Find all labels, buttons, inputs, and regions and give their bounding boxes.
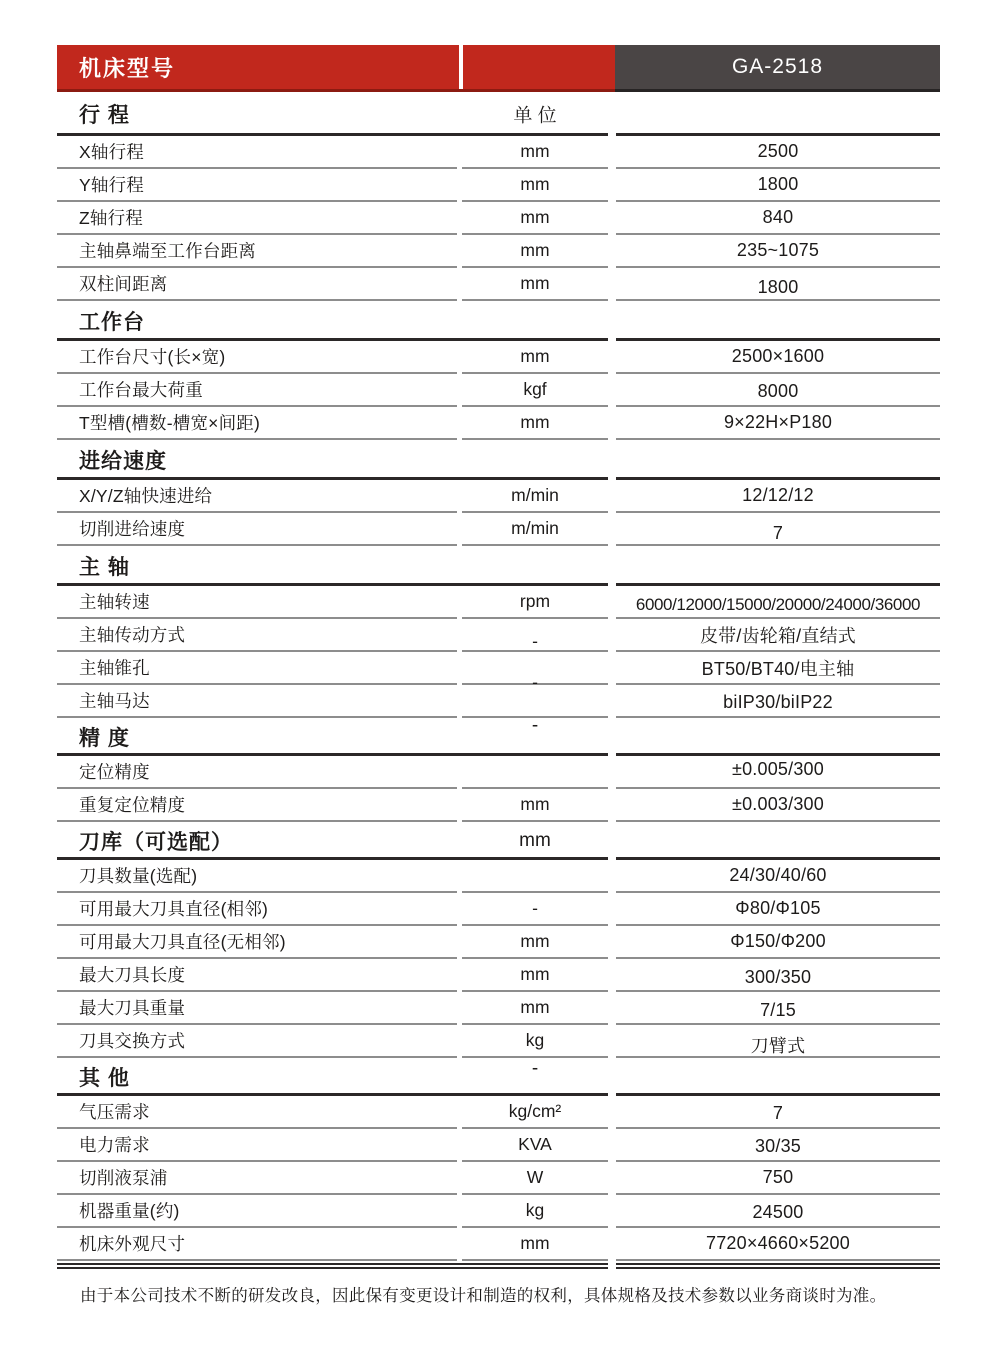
row-value: 2500×1600 xyxy=(731,346,825,366)
section-header xyxy=(57,440,940,480)
section-title: 刀库（可选配） xyxy=(79,831,233,854)
section-unit-label: - xyxy=(531,1058,539,1079)
row-label: 主轴转速 xyxy=(79,592,150,612)
spec-row xyxy=(57,860,940,893)
section-rule-right xyxy=(616,857,940,860)
row-label: T型槽(槽数-槽宽×间距) xyxy=(79,413,260,433)
row-label: 工作台尺寸(长×宽) xyxy=(79,347,226,367)
spec-row xyxy=(57,235,940,268)
spec-row xyxy=(57,1228,940,1261)
spec-row xyxy=(57,407,940,440)
row-label: 最大刀具重量 xyxy=(79,998,186,1018)
row-value: 235~1075 xyxy=(736,240,820,260)
row-label: Z轴行程 xyxy=(79,208,143,228)
row-value: 9×22H×P180 xyxy=(723,412,833,432)
row-value: 30/35 xyxy=(754,1136,802,1156)
row-value: 1800 xyxy=(757,277,799,297)
section-header xyxy=(57,92,940,136)
row-value: Φ80/Φ105 xyxy=(735,898,821,918)
row-label: X轴行程 xyxy=(79,142,144,162)
row-value: 7720×4660×5200 xyxy=(706,1233,850,1253)
row-unit: kgf xyxy=(523,379,547,399)
footer-note: 由于本公司技术不断的研发改良，因此保有变更设计和制造的权利，具体规格及技术参数以业务商谈时为准。 xyxy=(80,1287,887,1305)
row-value: 2500 xyxy=(757,141,799,161)
row-unit: mm xyxy=(520,1233,550,1253)
spec-row xyxy=(57,619,940,652)
spec-row xyxy=(57,789,940,822)
model-label-cell xyxy=(57,45,615,92)
row-unit: kg/cm² xyxy=(508,1101,562,1121)
section-title: 进给速度 xyxy=(79,450,167,473)
section-rule-right xyxy=(616,1093,940,1096)
section-rule-left xyxy=(57,338,608,341)
row-unit: mm xyxy=(520,240,550,260)
row-value: 8000 xyxy=(757,381,799,401)
spec-row xyxy=(57,1195,940,1228)
section-rule-right xyxy=(616,753,940,756)
spec-row xyxy=(57,169,940,202)
section-rule-left xyxy=(57,1093,608,1096)
spec-row xyxy=(57,341,940,374)
section-header xyxy=(57,822,940,860)
spec-row xyxy=(57,926,940,959)
sections-container xyxy=(57,92,940,1261)
row-value: 7/15 xyxy=(760,1000,796,1020)
row-unit: mm xyxy=(520,207,550,227)
spec-row xyxy=(57,1129,940,1162)
row-value: 刀臂式 xyxy=(750,1035,806,1056)
section-unit-label: 单 位 xyxy=(513,105,557,127)
section-unit-label: - xyxy=(531,715,539,736)
row-value: ±0.003/300 xyxy=(732,794,824,814)
row-label: 刀具交换方式 xyxy=(79,1031,186,1051)
row-value: 7 xyxy=(772,1103,784,1123)
row-label: 气压需求 xyxy=(79,1102,150,1122)
spec-table xyxy=(57,45,940,1306)
spec-row xyxy=(57,992,940,1025)
row-unit: mm xyxy=(520,174,550,194)
row-label: 工作台最大荷重 xyxy=(79,380,203,400)
row-value: 皮带/齿轮箱/直结式 xyxy=(699,625,856,646)
row-unit: mm xyxy=(520,412,550,432)
section-rule-right xyxy=(616,338,940,341)
spec-row xyxy=(57,136,940,169)
row-label: 最大刀具长度 xyxy=(79,965,186,985)
row-value: 750 xyxy=(762,1167,794,1187)
table-header-bar xyxy=(57,45,940,92)
row-value: 12/12/12 xyxy=(742,485,814,505)
row-label: X/Y/Z轴快速进给 xyxy=(79,486,213,506)
row-label: 重复定位精度 xyxy=(79,795,186,815)
row-value: biIP30/biIP22 xyxy=(723,692,833,712)
section-rule-right xyxy=(616,583,940,586)
spec-row xyxy=(57,202,940,235)
row-value: 300/350 xyxy=(744,967,812,987)
row-label: 主轴传动方式 xyxy=(79,625,186,645)
spec-row xyxy=(57,513,940,546)
row-unit: KVA xyxy=(518,1134,552,1154)
spec-row xyxy=(57,1162,940,1195)
section-title: 工作台 xyxy=(79,311,145,334)
section-rule-right xyxy=(616,133,940,136)
model-badge: GA-2518 xyxy=(731,55,824,78)
row-unit: - xyxy=(532,898,538,918)
row-label: 可用最大刀具直径(相邻) xyxy=(79,899,269,919)
section-unit-label: mm xyxy=(519,830,551,851)
row-label: 机器重量(约) xyxy=(79,1201,180,1221)
spec-row xyxy=(57,480,940,513)
row-label: 可用最大刀具直径(无相邻) xyxy=(79,932,286,952)
row-unit: m/min xyxy=(511,485,559,505)
row-label: 主轴马达 xyxy=(79,691,150,711)
spec-row xyxy=(57,893,940,926)
bottom-rule xyxy=(57,1263,940,1269)
model-value-cell xyxy=(615,45,940,92)
row-unit: mm xyxy=(520,964,550,984)
row-value: 24500 xyxy=(752,1202,804,1222)
section-rule-left xyxy=(57,753,608,756)
section-header xyxy=(57,546,940,586)
section-title: 主 轴 xyxy=(79,556,130,579)
row-unit: mm xyxy=(520,997,550,1017)
row-label: 主轴鼻端至工作台距离 xyxy=(79,241,256,261)
section-rule-left xyxy=(57,583,608,586)
row-value: 24/30/40/60 xyxy=(729,865,827,885)
spec-row xyxy=(57,652,940,692)
row-unit: kg xyxy=(525,1200,545,1220)
spec-row xyxy=(57,268,940,301)
section-rule-right xyxy=(616,477,940,480)
row-unit: mm xyxy=(520,273,550,293)
row-unit: mm xyxy=(520,346,550,366)
header-divider xyxy=(459,45,463,89)
spec-row xyxy=(57,959,940,992)
row-value: 7 xyxy=(772,523,784,543)
model-label: 机床型号 xyxy=(79,55,176,81)
row-label: 电力需求 xyxy=(79,1135,150,1155)
spec-row xyxy=(57,685,940,718)
row-unit: mm xyxy=(520,931,550,951)
row-value: BT50/BT40/电主轴 xyxy=(701,658,855,679)
spec-row xyxy=(57,756,940,789)
row-label: 刀具数量(选配) xyxy=(79,866,198,886)
section-rule-left xyxy=(57,477,608,480)
bottom-rule-right xyxy=(616,1263,940,1269)
spec-row xyxy=(57,1025,940,1058)
row-unit: - xyxy=(532,631,538,651)
spec-row xyxy=(57,586,940,619)
row-label: 定位精度 xyxy=(79,762,150,782)
section-header xyxy=(57,301,940,341)
row-value: Φ150/Φ200 xyxy=(730,931,826,951)
row-unit: - xyxy=(532,672,538,692)
spec-row xyxy=(57,1096,940,1129)
row-label: 双柱间距离 xyxy=(79,274,168,294)
row-label: 主轴锥孔 xyxy=(79,658,150,678)
row-value: 6000/12000/15000/20000/24000/36000 xyxy=(635,594,921,614)
row-unit: mm xyxy=(520,141,550,161)
bottom-rule-left xyxy=(57,1263,608,1269)
section-rule-left xyxy=(57,133,608,136)
section-header xyxy=(57,715,940,756)
row-label: 切削进给速度 xyxy=(79,519,186,539)
section-title: 其 他 xyxy=(79,1067,130,1090)
row-unit: rpm xyxy=(519,591,551,611)
section-rule-left xyxy=(57,857,608,860)
row-label: 切削液泵浦 xyxy=(79,1168,168,1188)
section-title: 行 程 xyxy=(79,104,130,127)
row-unit: W xyxy=(526,1167,544,1187)
spec-row xyxy=(57,374,940,407)
section-header xyxy=(57,1058,940,1096)
row-value: ±0.005/300 xyxy=(732,759,824,779)
row-unit: mm xyxy=(520,794,550,814)
row-value: 1800 xyxy=(757,174,799,194)
row-value: 840 xyxy=(762,207,794,227)
row-unit: m/min xyxy=(511,518,559,538)
row-unit: kg xyxy=(525,1030,545,1050)
row-label: Y轴行程 xyxy=(79,175,144,195)
row-label: 机床外观尺寸 xyxy=(79,1234,186,1254)
section-title: 精 度 xyxy=(79,727,130,750)
